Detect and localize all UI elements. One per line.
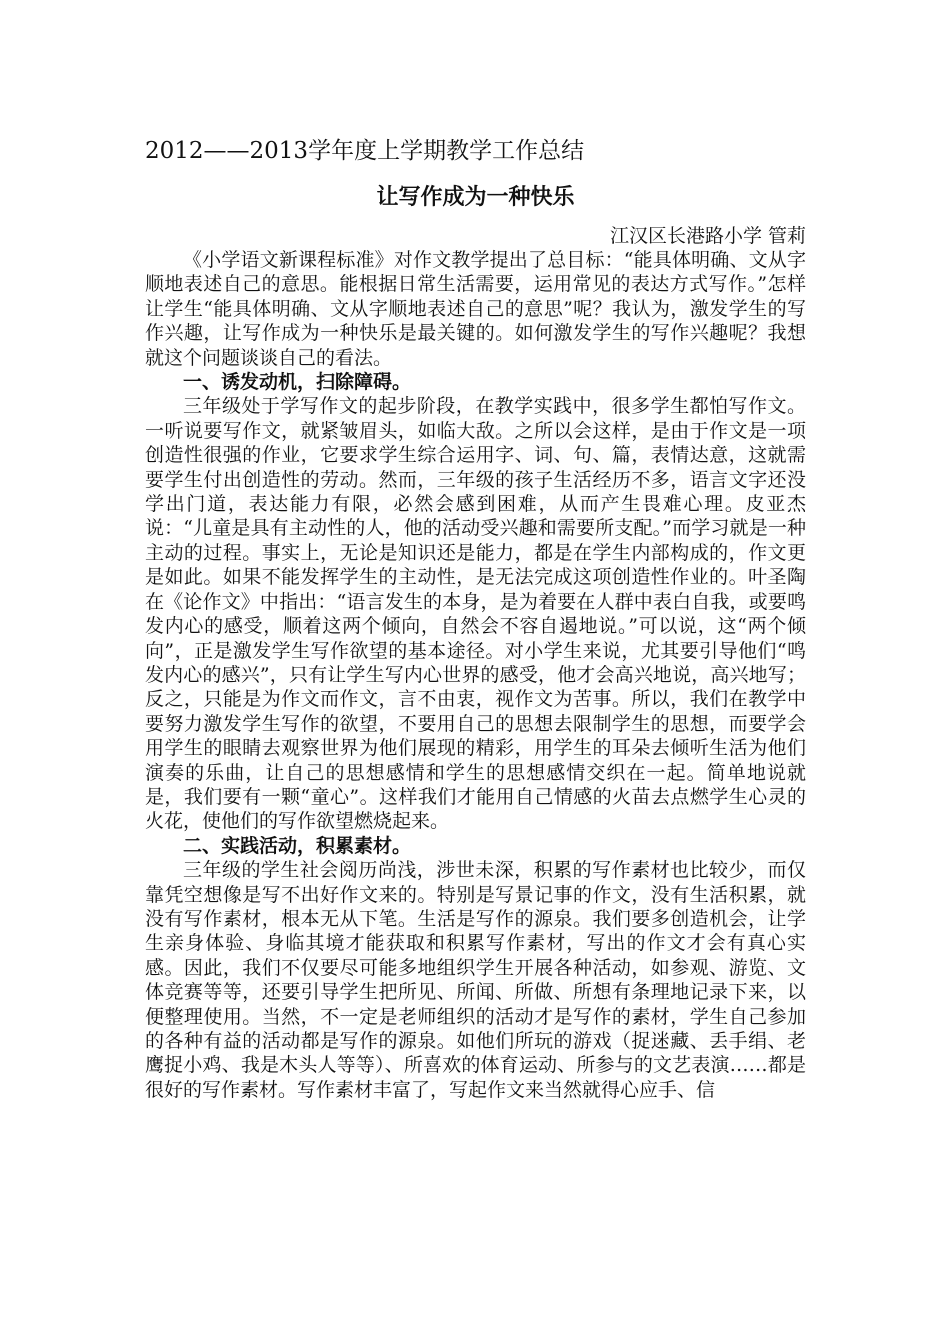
intro-paragraph: 《小学语文新课程标准》对作文教学提出了总目标：“能具体明确、文从字顺地表述自己的意思。能根据日常生活需要，运用常见的表达方式写作。”怎样让学生“能具体明确、文从字顺地表述自己的意思”呢？我认为，激发学生的写作兴趣，让写作成为一种快乐是最关键的。如何激发学生的写作兴趣呢？我想就这个问题谈谈自己的看法。 [145,249,806,369]
section-1-paragraph: 三年级处于学写作文的起步阶段，在教学实践中，很多学生都怕写作文。一听说要写作文，就紧皱眉头，如临大敌。之所以会这样，是由于作文是一项创造性很强的作业，它要求学生综合运用字、词、句、篇，表情达意，这就需要学生付出创造性的劳动。然而，三年级的孩子生活经历不多，语言文字还没学出门道，表达能力有限，必然会感到困难，从而产生畏难心理。皮亚杰说：“儿童是具有主动性的人，他的活动受兴趣和需要所支配。”而学习就是一种主动的过程。事实上，无论是知识还是能力，都是在学生内部构成的，作文更是如此。如果不能发挥学生的主动性，是无法完成这项创造性作业的。叶圣陶在《论作文》中指出：“语言发生的本身，是为着要在人群中表白自我，或要鸣发内心的感受，顺着这两个倾向，自然会不容自遏地说。”可以说，这“两个倾向”，正是激发学生写作欲望的基本途径。对小学生来说，尤其要引导他们“鸣发内心的感兴”，只有让学生写内心世界的感受，他才会高兴地说，高兴地写；反之，只能是为作文而作文，言不由衷，视作文为苦事。所以，我们在教学中要努力激发学生写作的欲望，不要用自己的思想去限制学生的思想，而要学会用学生的眼睛去观察世界为他们展现的精彩，用学生的耳朵去倾听生活为他们演奏的乐曲，让自己的思想感情和学生的思想感情交织在一起。简单地说就是，我们要有一颗“童心”。这样我们才能用自己情感的火苗去点燃学生心灵的火花，使他们的写作欲望燃烧起来。 [145,395,806,833]
section-1-heading: 一、诱发动机，扫除障碍。 [183,371,412,394]
author-byline: 江汉区长港路小学 管莉 [609,225,806,247]
document-page [145,132,806,1102]
section-2-paragraph: 三年级的学生社会阅历尚浅，涉世未深，积累的写作素材也比较少，而仅靠凭空想像是写不出好作文来的。特别是写景记事的作文，没有生活积累，就没有写作素材，根本无从下笔。生活是写作的源泉。我们要多创造机会，让学生亲身体验、身临其境才能获取和积累写作素材，写出的作文才会有真心实感。因此，我们不仅要尽可能多地组织学生开展各种活动，如参观、游览、文体竞赛等等，还要引导学生把所见、所闻、所做、所想有条理地记录下来，以便整理使用。当然，不一定是老师组织的活动才是写作的素材，学生自己参加的各种有益的活动都是写作的源泉。如他们所玩的游戏（捉迷藏、丢手绢、老鹰捉小鸡、我是木头人等等）、所喜欢的体育运动、所参与的文艺表演……都是很好的写作素材。写作素材丰富了，写起作文来当然就得心应手、信 [145,859,806,1101]
document-heading: 2012——2013学年度上学期教学工作总结 [145,138,585,164]
document-title: 让写作成为一种快乐 [376,184,575,210]
section-2-heading: 二、实践活动，积累素材。 [183,834,412,857]
